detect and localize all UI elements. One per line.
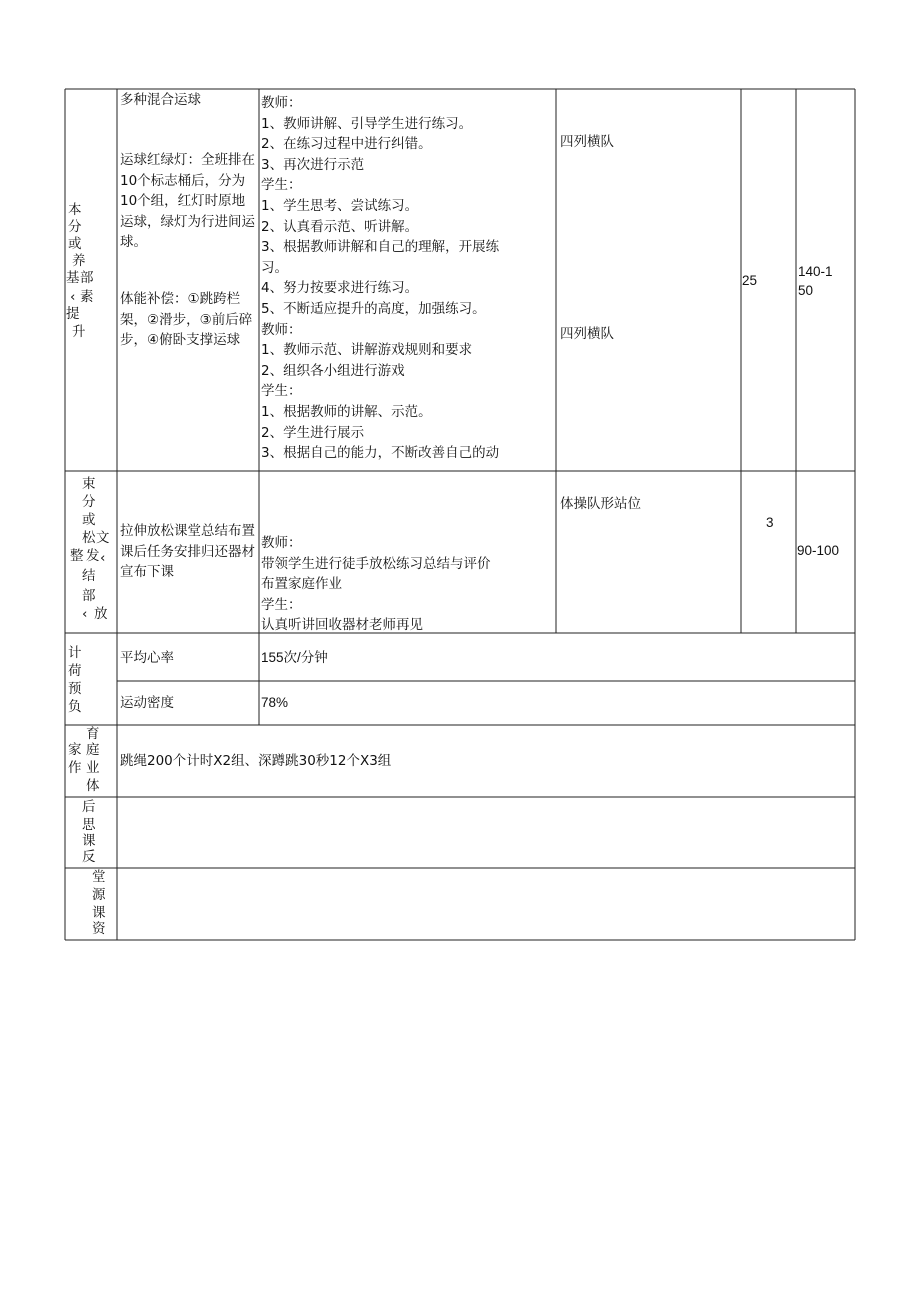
avg-heart-rate-value: 155次/分钟 [261, 650, 328, 665]
basic-formation-2: 四列横队 [560, 326, 614, 342]
method-line: 5、不断适应提升的高度，加强练习。 [261, 300, 486, 317]
basic-time: 25 [742, 273, 758, 288]
method-line: 3、再次进行示范 [261, 156, 365, 173]
row-label-reflection: 后 思 课 反 [82, 799, 96, 865]
basic-methods [261, 93, 555, 470]
method-line: 带领学生进行徒手放松练习总结与评价 [261, 555, 491, 572]
row-label-end: 束 分 或 松 文 整 发 ‹ 结 部 ‹ 放 [70, 476, 110, 622]
row-label-basic: 本 分 或 养 基 部 ‹ 素 提 升 [66, 202, 94, 340]
method-line: 1、教师讲解、引导学生进行练习。 [261, 115, 473, 132]
method-line: 认真听讲回收器材老师再见 [261, 617, 423, 633]
row-label-load: 计 荷 预 负 [68, 645, 82, 715]
row-label-resources: 堂 源 课 资 [92, 869, 106, 937]
method-line: 1、学生思考、尝试练习。 [261, 197, 419, 214]
basic-heart-rate-a: 140-1 [798, 264, 833, 279]
method-line: 1、教师示范、讲解游戏规则和要求 [261, 342, 473, 359]
end-heart-rate: 90-100 [797, 543, 840, 558]
method-line: 2、在练习过程中进行纠错。 [261, 136, 432, 153]
method-line: 3、根据自己的能力，不断改善自己的动 [261, 445, 500, 462]
method-line: 2、组织各小组进行游戏 [261, 362, 405, 379]
method-line: 2、学生进行展示 [261, 424, 365, 441]
basic-formation-1: 四列横队 [560, 134, 614, 150]
basic-heart-rate-b: 50 [798, 283, 814, 298]
end-methods [261, 533, 555, 636]
method-line: 教师： [261, 95, 302, 111]
end-content: 拉伸放松课堂总结布置课后任务安排归还器材宣布下课 [120, 523, 255, 580]
method-line: 3、根据教师讲解和自己的理解，开展练 [261, 239, 500, 256]
method-line: 4、努力按要求进行练习。 [261, 280, 419, 297]
basic-content-title: 多种混合运球 [120, 92, 201, 108]
method-line: 学生： [261, 177, 302, 194]
exercise-density-label: 运动密度 [120, 695, 174, 711]
method-line: 习。 [261, 259, 288, 276]
homework-content: 跳绳200个计时X2组、深蹲跳30秒12个X3组 [120, 753, 392, 769]
exercise-density-value: 78% [261, 695, 289, 710]
avg-heart-rate-label: 平均心率 [120, 650, 174, 666]
method-line: 学生： [261, 383, 302, 400]
method-line: 学生： [261, 596, 302, 613]
method-line: 教师： [261, 321, 302, 338]
end-time: 3 [766, 515, 774, 530]
basic-content-drill-2: 体能补偿：①跳跨栏架，②滑步，③前后碎步，④俯卧支撑运球 [120, 291, 253, 348]
method-line: 教师： [261, 535, 302, 551]
method-line: 1、根据教师的讲解、示范。 [261, 403, 432, 420]
basic-content-drill-1: 运球红绿灯：全班排在10个标志桶后，分为10个组，红灯时原地运球，绿灯为行进间运球。 [120, 152, 255, 250]
method-line: 布置家庭作业 [261, 576, 342, 592]
method-line: 2、认真看示范、听讲解。 [261, 218, 419, 235]
end-formation: 体操队形站位 [560, 496, 641, 512]
row-label-homework: 育 家 庭 作 业 体 [68, 726, 100, 794]
